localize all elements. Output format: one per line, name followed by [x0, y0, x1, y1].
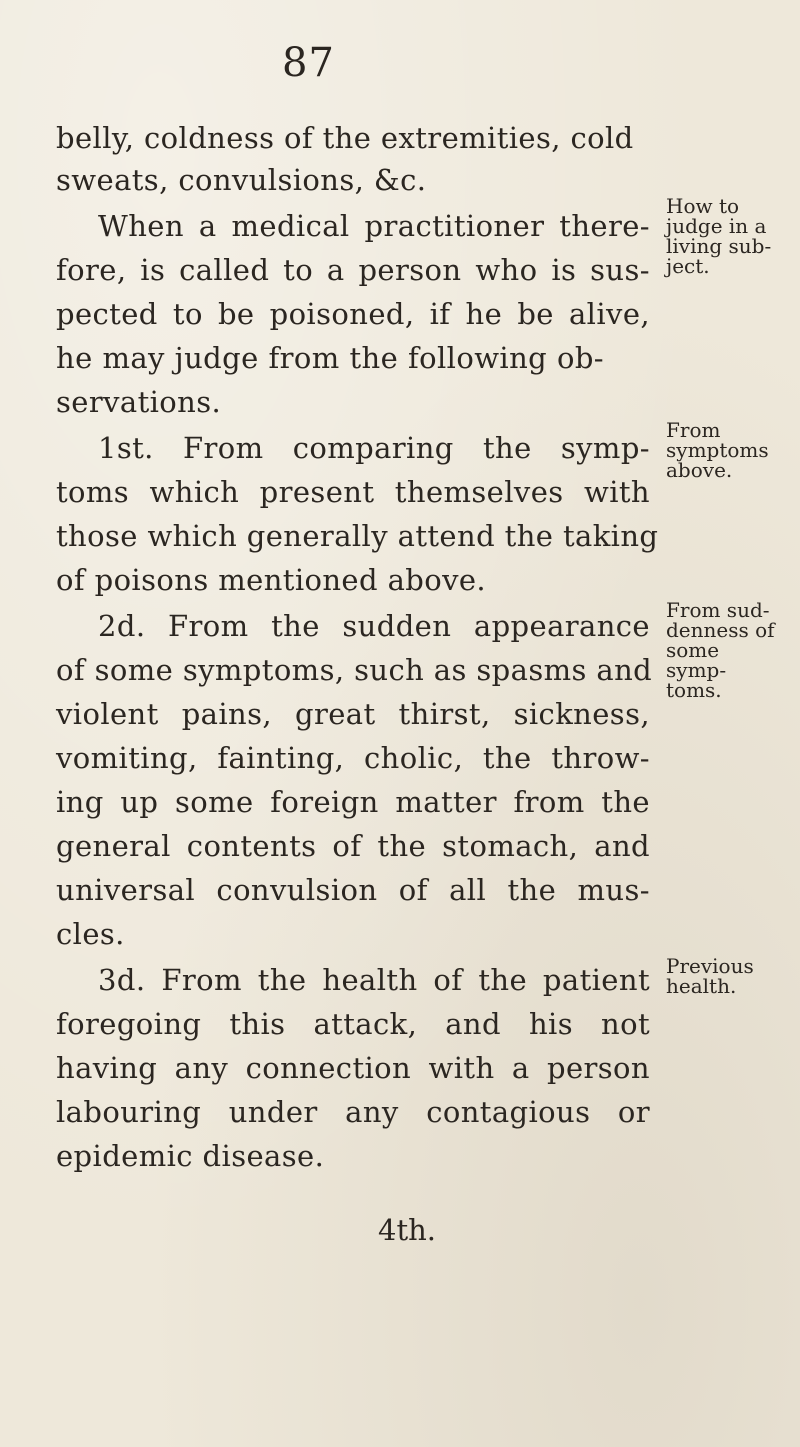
- text-line: pected to be poisoned, if he be alive,: [56, 297, 650, 331]
- text-line: toms which present themselves with: [56, 475, 650, 509]
- text-line: foregoing this attack, and his not: [56, 1007, 650, 1041]
- text-line: 2d. From the sudden appearance: [98, 609, 650, 643]
- text-line: When a medical practitioner there-: [98, 209, 650, 243]
- text-line: general contents of the stomach, and: [56, 829, 650, 863]
- text-line: he may judge from the following ob-: [56, 341, 604, 375]
- margin-note: From sud- denness of some symp- toms.: [666, 598, 775, 702]
- margin-note: From symptoms above.: [666, 418, 769, 482]
- text-line: epidemic disease.: [56, 1139, 325, 1173]
- text-line: of some symptoms, such as spasms and: [56, 653, 653, 687]
- text-line: 3d. From the health of the patient: [98, 963, 650, 997]
- text-line: vomiting, fainting, cholic, the throw-: [56, 741, 650, 775]
- margin-note: How to judge in a living sub- ject.: [666, 194, 772, 278]
- text-line: belly, coldness of the extremities, cold: [56, 121, 634, 155]
- margin-note: Previous health.: [666, 954, 754, 998]
- text-line: sweats, convulsions, &c.: [56, 163, 427, 197]
- catchword: 4th.: [378, 1213, 436, 1247]
- text-line: cles.: [56, 917, 125, 951]
- page-number: 87: [282, 40, 335, 86]
- text-line: violent pains, great thirst, sickness,: [56, 697, 650, 731]
- text-line: ing up some foreign matter from the: [56, 785, 650, 819]
- text-line: servations.: [56, 385, 222, 419]
- text-line: universal convulsion of all the mus-: [56, 873, 650, 907]
- text-line: 1st. From comparing the symp-: [98, 431, 650, 465]
- text-line: those which generally attend the taking: [56, 519, 659, 553]
- text-line: labouring under any contagious or: [56, 1095, 650, 1129]
- text-line: having any connection with a person: [56, 1051, 650, 1085]
- text-line: of poisons mentioned above.: [56, 563, 487, 597]
- text-line: fore, is called to a person who is sus-: [56, 253, 650, 287]
